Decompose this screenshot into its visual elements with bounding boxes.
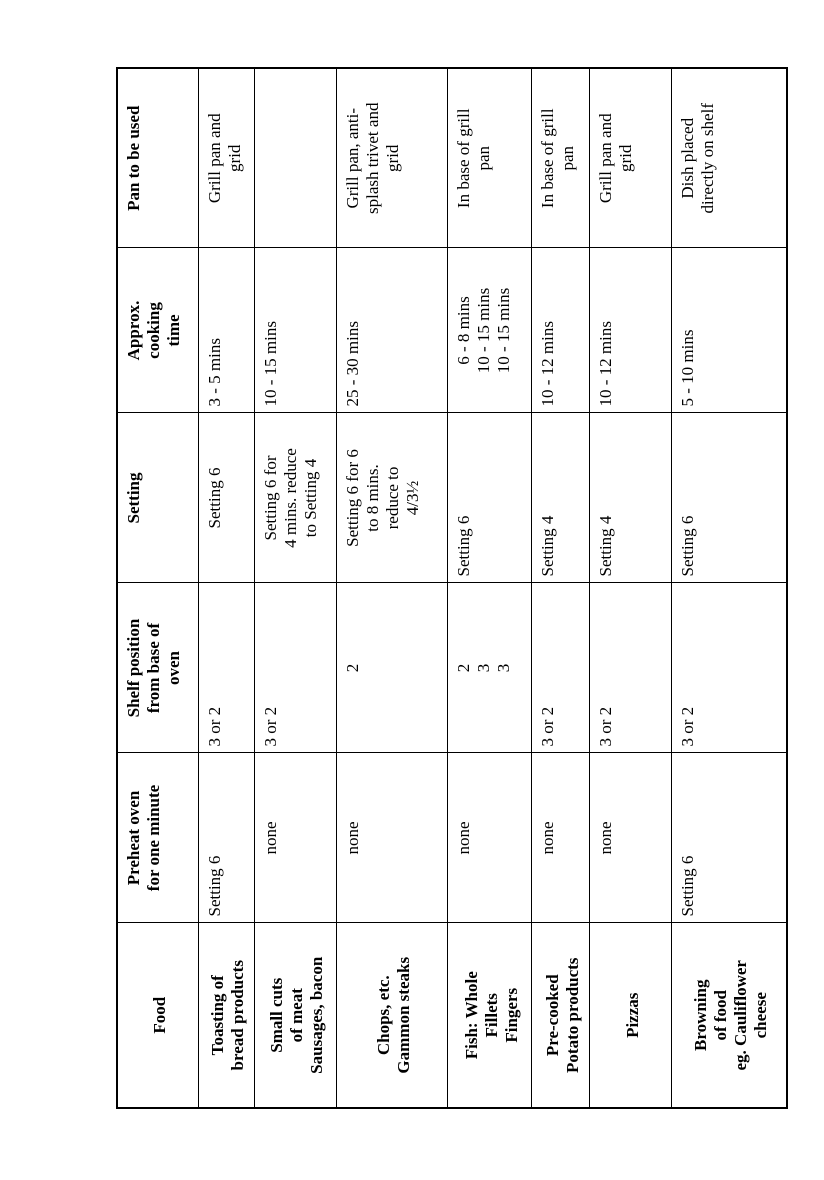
food-cell: Pre-cooked Potato products <box>532 923 590 1108</box>
table-row <box>336 68 447 1108</box>
shelf-cell: 3 or 2 <box>532 583 590 753</box>
preheat-cell: none <box>254 753 336 923</box>
header-cooking-time: Approx. cooking time <box>117 248 199 413</box>
time-cell: 6 - 8 mins 10 - 15 mins 10 - 15 mins <box>447 248 531 413</box>
food-cell: Fish: Whole Fillets Fingers <box>447 923 531 1108</box>
food-cell: Browning of food eg. Cauliflower cheese <box>672 923 787 1108</box>
setting-cell: Setting 6 <box>199 413 255 583</box>
shelf-cell: 3 or 2 <box>672 583 787 753</box>
setting-cell: Setting 6 for 4 mins. reduce to Setting 4 <box>254 413 336 583</box>
grilling-chart-table <box>116 67 788 1109</box>
pan-cell: Grill pan and grid <box>589 68 671 248</box>
food-cell: Small cuts of meat Sausages, bacon <box>254 923 336 1108</box>
table-row <box>672 68 787 1108</box>
setting-cell: Setting 4 <box>589 413 671 583</box>
setting-cell: Setting 6 for 6 to 8 mins. reduce to 4/3½ <box>336 413 447 583</box>
preheat-cell: none <box>589 753 671 923</box>
food-cell: Pizzas <box>589 923 671 1108</box>
header-row <box>117 68 199 1108</box>
setting-cell: Setting 4 <box>532 413 590 583</box>
header-setting: Setting <box>117 413 199 583</box>
time-cell: 5 - 10 mins <box>672 248 787 413</box>
time-cell: 10 - 12 mins <box>532 248 590 413</box>
pan-cell: Grill pan and grid <box>199 68 255 248</box>
header-food: Food <box>117 923 199 1108</box>
preheat-cell: Setting 6 <box>672 753 787 923</box>
pan-cell: In base of grill pan <box>447 68 531 248</box>
header-preheat: Preheat oven for one minute <box>117 753 199 923</box>
table-row <box>532 68 590 1108</box>
preheat-cell: none <box>532 753 590 923</box>
shelf-cell: 3 or 2 <box>254 583 336 753</box>
setting-cell: Setting 6 <box>447 413 531 583</box>
preheat-cell: Setting 6 <box>199 753 255 923</box>
setting-cell: Setting 6 <box>672 413 787 583</box>
pan-cell: Grill pan, anti- splash trivet and grid <box>336 68 447 248</box>
time-cell: 10 - 12 mins <box>589 248 671 413</box>
time-cell: 25 - 30 mins <box>336 248 447 413</box>
food-cell: Toasting of bread products <box>199 923 255 1108</box>
time-cell: 3 - 5 mins <box>199 248 255 413</box>
rotated-page <box>116 69 788 1109</box>
preheat-cell: none <box>447 753 531 923</box>
table-row <box>254 68 336 1108</box>
pan-cell: Dish placed directly on shelf <box>672 68 787 248</box>
header-pan: Pan to be used <box>117 68 199 248</box>
table-row <box>589 68 671 1108</box>
pan-cell <box>254 68 336 248</box>
preheat-cell: none <box>336 753 447 923</box>
header-shelf-position: Shelf position from base of oven <box>117 583 199 753</box>
shelf-cell: 2 3 3 <box>447 583 531 753</box>
table-row <box>447 68 531 1108</box>
shelf-cell: 3 or 2 <box>199 583 255 753</box>
time-cell: 10 - 15 mins <box>254 248 336 413</box>
shelf-cell: 2 <box>336 583 447 753</box>
food-cell: Chops, etc. Gammon steaks <box>336 923 447 1108</box>
shelf-cell: 3 or 2 <box>589 583 671 753</box>
pan-cell: In base of grill pan <box>532 68 590 248</box>
table-row <box>199 68 255 1108</box>
